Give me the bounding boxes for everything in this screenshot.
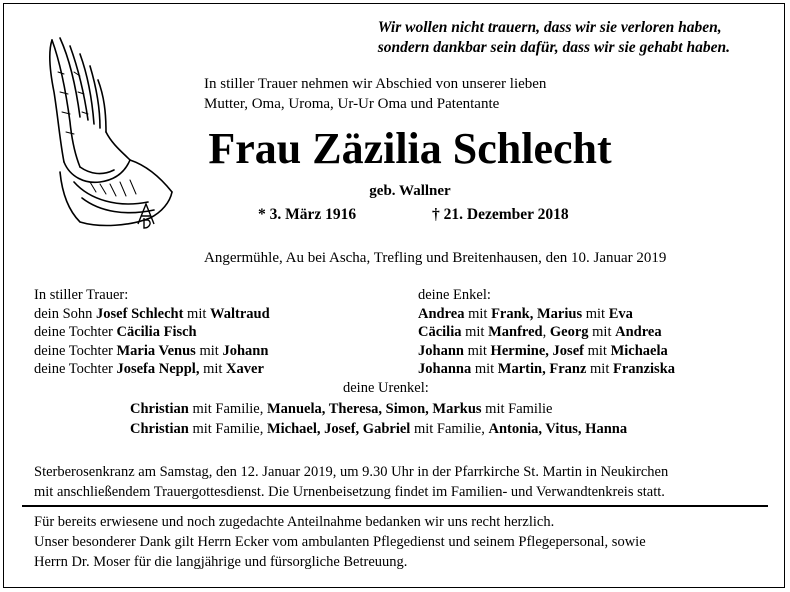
grandchildren-list xyxy=(418,286,675,379)
intro-line: In stiller Trauer nehmen wir Abschied von unserer lieben xyxy=(204,76,547,92)
list-item: Christian mit Familie, Manuela, Theresa, Simon, Markus mit Familie xyxy=(130,401,553,417)
list-item: Christian mit Familie, Michael, Josef, Gabriel mit Familie, Antonia, Vitus, Hanna xyxy=(130,421,628,437)
mourners-title: In stiller Trauer: xyxy=(34,287,129,303)
list-item: Johann mit Hermine, Josef mit Michaela xyxy=(418,342,668,359)
motto-line: sondern dankbar sein dafür, dass wir sie gehabt haben. xyxy=(377,39,730,56)
place-and-date: Angermühle, Au bei Ascha, Trefling und Breitenhausen, den 10. Januar 2019 xyxy=(204,250,667,266)
divider xyxy=(22,505,768,507)
rosary-line: Sterberosenkranz am Samstag, den 12. Januar 2019, um 9.30 Uhr in der Pfarrkirche St. Martin in Neukirchen xyxy=(34,464,669,480)
list-item: dein Sohn Josef Schlecht mit Waltraud xyxy=(34,305,270,322)
death-date: † 21. Dezember 2018 xyxy=(432,206,569,223)
birth-date: * 3. März 1916 xyxy=(258,206,357,223)
thanks-line: Unser besonderer Dank gilt Herrn Ecker vom ambulanten Pflegedienst und seinem Pflegepersonal, sowie xyxy=(34,534,646,550)
thanks-line: Herrn Dr. Moser für die langjährige und fürsorgliche Betreuung. xyxy=(34,554,408,570)
thanks-line: Für bereits erwiesene und noch zugedachte Anteilnahme bedanken wir uns recht herzlich. xyxy=(34,514,555,530)
rosary-line: mit anschließendem Trauergottesdienst. Die Urnenbeisetzung findet im Familien- und Verwandtenkreis statt. xyxy=(34,484,665,500)
list-item: deine Tochter Josefa Neppl, mit Xaver xyxy=(34,361,264,377)
great-grandchildren-list xyxy=(130,399,627,439)
rosary-info xyxy=(34,462,668,502)
birth-name: geb. Wallner xyxy=(369,183,451,199)
motto-quote xyxy=(378,18,730,58)
list-item: deine Tochter Maria Venus mit Johann xyxy=(34,342,269,359)
deceased-name: Frau Zäzilia Schlecht xyxy=(208,124,612,173)
list-item: Johanna mit Martin, Franz mit Franziska xyxy=(418,361,676,377)
grandchildren-title: deine Enkel: xyxy=(418,287,491,303)
intro-text xyxy=(204,74,546,114)
great-grandchildren-title: deine Urenkel: xyxy=(343,380,429,396)
list-item: deine Tochter Cäcilia Fisch xyxy=(34,324,197,340)
mourners-list xyxy=(34,286,270,379)
list-item: Cäcilia mit Manfred, Georg mit Andrea xyxy=(418,324,662,340)
thanks-text xyxy=(34,512,646,572)
intro-line: Mutter, Oma, Uroma, Ur-Ur Oma und Patentante xyxy=(204,96,500,112)
motto-line: Wir wollen nicht trauern, dass wir sie verloren haben, xyxy=(377,19,722,36)
list-item: Andrea mit Frank, Marius mit Eva xyxy=(418,305,633,322)
